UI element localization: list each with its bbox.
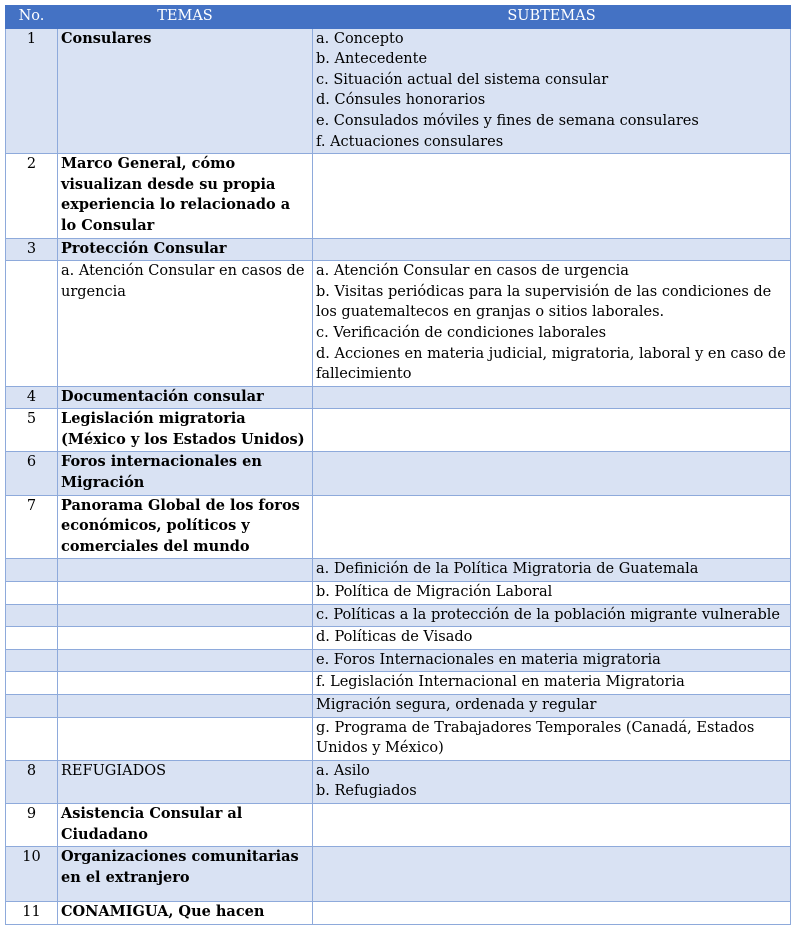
tema-cell: Asistencia Consular al Ciudadano — [58, 803, 313, 846]
subtema-item: g. Programa de Trabajadores Temporales (Canadá, Estados Unidos y México) — [316, 719, 755, 757]
table-header — [6, 6, 791, 29]
tema-cell — [58, 627, 313, 650]
subtemas-cell — [313, 695, 791, 718]
subtemas-cell — [313, 452, 791, 495]
subtemas-cell — [313, 847, 791, 902]
subtemas-cell — [313, 902, 791, 925]
row-number — [6, 604, 58, 627]
subtemas-cell — [313, 28, 791, 154]
table-row — [6, 672, 791, 695]
tema-cell — [58, 672, 313, 695]
subtema-item: b. Antecedente — [316, 51, 428, 68]
subtemas-cell — [313, 627, 791, 650]
table-row — [6, 559, 791, 582]
table-row — [6, 452, 791, 495]
subtema-item: d. Acciones en materia judicial, migratoria, laboral y en caso de fallecimiento — [316, 345, 786, 383]
subtemas-cell — [313, 672, 791, 695]
subtema-item: e. Consulados móviles y fines de semana consulares — [316, 112, 699, 129]
table-row — [6, 760, 791, 803]
header-subtemas: SUBTEMAS — [313, 6, 791, 29]
tema-cell: CONAMIGUA, Que hacen — [58, 902, 313, 925]
tema-cell — [58, 717, 313, 760]
tema-cell — [58, 649, 313, 672]
row-number: 7 — [6, 495, 58, 559]
subtema-item: Migración segura, ordenada y regular — [316, 697, 597, 713]
table-row — [6, 604, 791, 627]
subtema-item: d. Políticas de Visado — [316, 629, 473, 646]
subtemas-cell — [313, 760, 791, 803]
subtemas-cell — [313, 386, 791, 409]
subtemas-cell — [313, 154, 791, 238]
header-temas: TEMAS — [58, 6, 313, 29]
subtemas-cell — [313, 803, 791, 846]
tema-cell: Consulares — [58, 28, 313, 154]
subtemas-cell — [313, 261, 791, 387]
row-number — [6, 695, 58, 718]
subtema-item: a. Definición de la Política Migratoria de Guatemala — [316, 561, 699, 578]
table-row — [6, 582, 791, 605]
tema-cell — [58, 582, 313, 605]
tema-cell — [58, 695, 313, 718]
table-row — [6, 409, 791, 452]
subtema-item: c. Situación actual del sistema consular — [316, 71, 609, 88]
table-row — [6, 649, 791, 672]
row-number — [6, 649, 58, 672]
subtema-item: e. Foros Internacionales en materia migratoria — [316, 651, 661, 668]
row-number — [6, 582, 58, 605]
row-number: 3 — [6, 238, 58, 261]
tema-cell — [58, 559, 313, 582]
tema-cell: Foros internacionales en Migración — [58, 452, 313, 495]
subtema-item: b. Refugiados — [316, 783, 417, 800]
table-row — [6, 902, 791, 925]
tema-cell: a. Atención Consular en casos de urgencia — [58, 261, 313, 387]
table-row — [6, 261, 791, 387]
subtemas-cell — [313, 649, 791, 672]
row-number: 8 — [6, 760, 58, 803]
topics-table — [5, 5, 791, 925]
table-row — [6, 154, 791, 238]
table-row — [6, 28, 791, 154]
subtema-item: c. Verificación de condiciones laborales — [316, 324, 607, 341]
subtemas-cell — [313, 238, 791, 261]
row-number: 10 — [6, 847, 58, 902]
row-number — [6, 717, 58, 760]
subtema-item: a. Atención Consular en casos de urgencia — [316, 263, 629, 280]
row-number: 5 — [6, 409, 58, 452]
row-number: 1 — [6, 28, 58, 154]
row-number — [6, 559, 58, 582]
table-row — [6, 803, 791, 846]
subtema-item: b. Visitas periódicas para la supervisión de las condiciones de los guatemaltecos en granjas o sitios laborales. — [316, 283, 772, 321]
row-number: 6 — [6, 452, 58, 495]
header-no: No. — [6, 6, 58, 29]
subtema-item: c. Políticas a la protección de la población migrante vulnerable — [316, 606, 780, 623]
row-number: 4 — [6, 386, 58, 409]
subtemas-cell — [313, 559, 791, 582]
row-number: 9 — [6, 803, 58, 846]
table-row — [6, 695, 791, 718]
tema-cell — [58, 604, 313, 627]
subtema-item: b. Política de Migración Laboral — [316, 584, 553, 601]
subtemas-cell — [313, 582, 791, 605]
table-row — [6, 238, 791, 261]
tema-cell: Protección Consular — [58, 238, 313, 261]
table-row — [6, 717, 791, 760]
subtema-item: d. Cónsules honorarios — [316, 92, 486, 109]
tema-cell: REFUGIADOS — [58, 760, 313, 803]
table-row — [6, 386, 791, 409]
table-body — [6, 28, 791, 924]
subtema-item: a. Asilo — [316, 762, 370, 779]
table-row — [6, 627, 791, 650]
subtema-item: f. Actuaciones consulares — [316, 133, 504, 150]
subtema-item: a. Concepto — [316, 30, 404, 47]
row-number: 2 — [6, 154, 58, 238]
row-number — [6, 261, 58, 387]
row-number — [6, 672, 58, 695]
tema-cell: Marco General, cómo visualizan desde su propia experiencia lo relacionado a lo Consular — [58, 154, 313, 238]
row-number — [6, 627, 58, 650]
tema-cell: Panorama Global de los foros económicos, políticos y comerciales del mundo — [58, 495, 313, 559]
subtemas-cell — [313, 604, 791, 627]
subtemas-cell — [313, 717, 791, 760]
subtemas-cell — [313, 495, 791, 559]
subtema-item: f. Legislación Internacional en materia Migratoria — [316, 674, 685, 691]
subtemas-cell — [313, 409, 791, 452]
table-row — [6, 495, 791, 559]
tema-cell: Legislación migratoria (México y los Estados Unidos) — [58, 409, 313, 452]
table-row — [6, 847, 791, 902]
row-number: 11 — [6, 902, 58, 925]
tema-cell: Documentación consular — [58, 386, 313, 409]
tema-cell: Organizaciones comunitarias en el extranjero — [58, 847, 313, 902]
